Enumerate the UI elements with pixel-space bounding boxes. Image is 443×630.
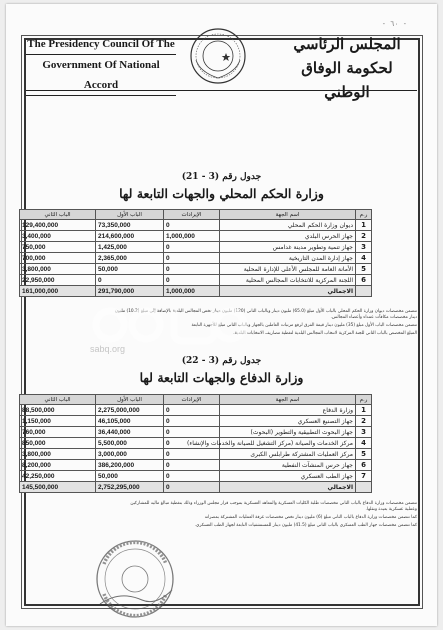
letterhead-divider xyxy=(26,90,417,91)
col-header-num: ر.م xyxy=(356,395,372,405)
table2-note-4: كما تتضمن مخصصات جهاز الطب العسكري بالباب الثاني مبلغ (41.5) مليون دينار للمستشفيات التابعة لجهاز الطب العسكري. xyxy=(194,523,417,528)
row-entity-name: مركز العمليات المشتركة طرابلس الكبرى xyxy=(220,449,356,460)
row-entity-name: وزارة الدفاع xyxy=(220,405,356,416)
total-revenue: 0 xyxy=(164,482,220,493)
row-chapter2: 750,000 xyxy=(20,242,96,253)
total-label: الاجمالي xyxy=(220,286,356,297)
row-chapter1: 50,000 xyxy=(96,471,164,482)
row-number: 1 xyxy=(356,405,372,416)
table-row xyxy=(20,438,372,449)
row-number: 1 xyxy=(356,220,372,231)
row-number: 2 xyxy=(356,231,372,242)
row-chapter1: 46,105,000 xyxy=(96,416,164,427)
row-chapter2: 88,500,000 xyxy=(20,405,96,416)
row-revenue: 0 xyxy=(164,460,220,471)
letterhead-arabic xyxy=(277,32,417,104)
row-chapter2: 760,000 xyxy=(20,427,96,438)
row-revenue: 0 xyxy=(164,449,220,460)
row-chapter2: 1,150,000 xyxy=(20,416,96,427)
col-header-chapter2: الباب الثاني xyxy=(20,210,96,220)
row-chapter1: 2,275,000,000 xyxy=(96,405,164,416)
row-chapter1: 386,200,000 xyxy=(96,460,164,471)
table-total-row xyxy=(20,286,372,297)
government-emblem-icon xyxy=(188,26,248,86)
letterhead-arabic-line1: المجلس الرئاسي xyxy=(293,35,401,53)
row-chapter1: 73,350,000 xyxy=(96,220,164,231)
table2-note-2: وعملية عسكرية بعيدة ونقلها. xyxy=(365,507,417,512)
row-chapter2: 129,400,000 xyxy=(20,220,96,231)
total-chapter1: 2,752,295,000 xyxy=(96,482,164,493)
table-row xyxy=(20,416,372,427)
col-header-revenue: الإيرادات xyxy=(164,210,220,220)
letterhead-english-line2: Government Of National Accord xyxy=(26,55,176,96)
row-entity-name: جهاز تنمية وتطوير مدينة غدامس xyxy=(220,242,356,253)
watermark-subtext: sabq.org xyxy=(90,344,126,354)
table1-header-row xyxy=(20,210,372,220)
table1-note-4: المبلغ المخصص بالباب الثاني للجنة المركزية لانتخاب المجالس البلدية لتغطية مصاريف الانتخابات البلدية. xyxy=(233,331,417,336)
table2-note-3: كما تتضمن مخصصات وزارة الدفاع بالباب الثاني مبلغ (6) مليون دينار تخص مخصصات غرفة العمليات المشتركة بمصراته xyxy=(204,515,417,520)
row-chapter2: 3,400,000 xyxy=(20,231,96,242)
row-entity-name: جهاز البحوث التطبيقية والتطوير (البحوث) xyxy=(220,427,356,438)
row-chapter1: 36,440,000 xyxy=(96,427,164,438)
row-number: 3 xyxy=(356,427,372,438)
row-number: 4 xyxy=(356,438,372,449)
document-page xyxy=(6,4,437,626)
col-header-chapter1: الباب الأول xyxy=(96,395,164,405)
row-revenue: 0 xyxy=(164,405,220,416)
table-row xyxy=(20,460,372,471)
row-revenue: 0 xyxy=(164,427,220,438)
row-chapter1: 3,000,000 xyxy=(96,449,164,460)
table-row xyxy=(20,449,372,460)
table-row xyxy=(20,253,372,264)
table2-header-row xyxy=(20,395,372,405)
row-number: 3 xyxy=(356,242,372,253)
total-label: الاجمالي xyxy=(220,482,356,493)
row-number: 7 xyxy=(356,471,372,482)
row-revenue: 0 xyxy=(164,471,220,482)
row-number: 6 xyxy=(356,460,372,471)
total-chapter2: 161,000,000 xyxy=(20,286,96,297)
table2-note-1: تتضمن مخصصات وزارة الدفاع بالباب الثاني مخصصات طلبة الكليات العسكرية والمعاهد العسكرية بموجب قرار مجلس الوزراء وذلك بتغطية مبالغ ماليه للمشاركين xyxy=(130,501,417,506)
row-entity-name: جهاز حرس المنشآت النفطية xyxy=(220,460,356,471)
col-header-num: ر.م xyxy=(356,210,372,220)
row-chapter2: 3,800,000 xyxy=(20,449,96,460)
table1 xyxy=(19,209,372,297)
row-chapter1: 50,000 xyxy=(96,264,164,275)
total-num-cell xyxy=(356,482,372,493)
row-revenue: 0 xyxy=(164,253,220,264)
total-num-cell xyxy=(356,286,372,297)
table1-note-1: تتضمن مخصصات ديوان وزارة الحكم المحلي بالباب الأول مبلغ (65.0) مليون دينار وبالباب الثاني (120) مليون دينار تخص المجالس البلدية بالإضافة إلى مبلغ (10.2) مليون xyxy=(114,309,417,314)
row-chapter1: 5,500,000 xyxy=(96,438,164,449)
row-chapter1: 214,600,000 xyxy=(96,231,164,242)
table1-note-3: تتضمن مخصصات الباب الأول مبلغ (35) مليون دينار قيمة الفرق لرفع مرتبات العاملين بالجهاز وبالباب الثاني مبلغ للأجهزة التابعة xyxy=(191,323,417,328)
row-chapter2: 3,800,000 xyxy=(20,264,96,275)
col-header-name: اسم الجهة xyxy=(220,210,356,220)
table-row xyxy=(20,427,372,438)
row-revenue: 0 xyxy=(164,416,220,427)
row-entity-name: ديوان وزارة الحكم المحلي xyxy=(220,220,356,231)
table2-title: وزارة الدفاع والجهات التابعة لها xyxy=(139,370,304,385)
row-revenue: 0 xyxy=(164,242,220,253)
table2-number: جدول رقم (3 - 22) xyxy=(181,356,262,366)
table-row xyxy=(20,471,372,482)
row-entity-name: جهاز إدارة المدن التاريخية xyxy=(220,253,356,264)
row-chapter2: 850,000 xyxy=(20,438,96,449)
row-entity-name: الأمانة العامة للمجلس الأعلى للإدارة المحلية xyxy=(220,264,356,275)
col-header-revenue: الإيرادات xyxy=(164,395,220,405)
table2 xyxy=(19,394,372,493)
col-header-name: اسم الجهة xyxy=(220,395,356,405)
letterhead-english-line1: The Presidency Council Of The xyxy=(26,34,176,55)
table-row xyxy=(20,242,372,253)
row-entity-name: اللجنة المركزية للانتخابات المجالس المحلية xyxy=(220,275,356,286)
table-row xyxy=(20,405,372,416)
total-revenue: 1,000,000 xyxy=(164,286,220,297)
row-number: 5 xyxy=(356,264,372,275)
row-revenue: 0 xyxy=(164,438,220,449)
row-entity-name: جهاز الحرس البلدي xyxy=(220,231,356,242)
row-entity-name: مركز الخدمات والصيانة (مركز التشغيل للصيانة والخدمات والإنشاء) xyxy=(220,438,356,449)
row-chapter2: 42,250,000 xyxy=(20,471,96,482)
table-total-row xyxy=(20,482,372,493)
row-chapter2: 700,000 xyxy=(20,253,96,264)
total-chapter1: 291,790,000 xyxy=(96,286,164,297)
official-stamp-icon xyxy=(90,534,180,624)
row-chapter2: 8,200,000 xyxy=(20,460,96,471)
letterhead-english xyxy=(26,34,176,96)
col-header-chapter2: الباب الثاني xyxy=(20,395,96,405)
table-row xyxy=(20,220,372,231)
table-row xyxy=(20,264,372,275)
row-chapter1: 2,365,000 xyxy=(96,253,164,264)
row-revenue: 0 xyxy=(164,220,220,231)
row-number: 4 xyxy=(356,253,372,264)
col-header-chapter1: الباب الأول xyxy=(96,210,164,220)
row-number: 2 xyxy=(356,416,372,427)
row-entity-name: جهاز التصنيع العسكري xyxy=(220,416,356,427)
table1-number: جدول رقم (3 - 21) xyxy=(181,172,262,182)
row-number: 5 xyxy=(356,449,372,460)
row-revenue: 1,000,000 xyxy=(164,231,220,242)
row-revenue: 0 xyxy=(164,264,220,275)
row-entity-name: جهاز الطب العسكري xyxy=(220,471,356,482)
row-chapter1: 0 xyxy=(96,275,164,286)
row-revenue: 0 xyxy=(164,275,220,286)
row-number: 6 xyxy=(356,275,372,286)
total-chapter2: 145,500,000 xyxy=(20,482,96,493)
letterhead-arabic-line2: لحكومة الوفاق الوطني xyxy=(301,59,393,101)
page-number: - ٦٠ - xyxy=(381,20,407,28)
row-chapter2: 22,950,000 xyxy=(20,275,96,286)
table1-title: وزارة الحكم المحلي والجهات التابعة لها xyxy=(119,186,324,201)
row-chapter1: 1,425,000 xyxy=(96,242,164,253)
table-row xyxy=(20,231,372,242)
table-row xyxy=(20,275,372,286)
table1-note-2: دينار مخصصات مكافآت عمداء وأعضاء المجالس. xyxy=(330,315,417,320)
